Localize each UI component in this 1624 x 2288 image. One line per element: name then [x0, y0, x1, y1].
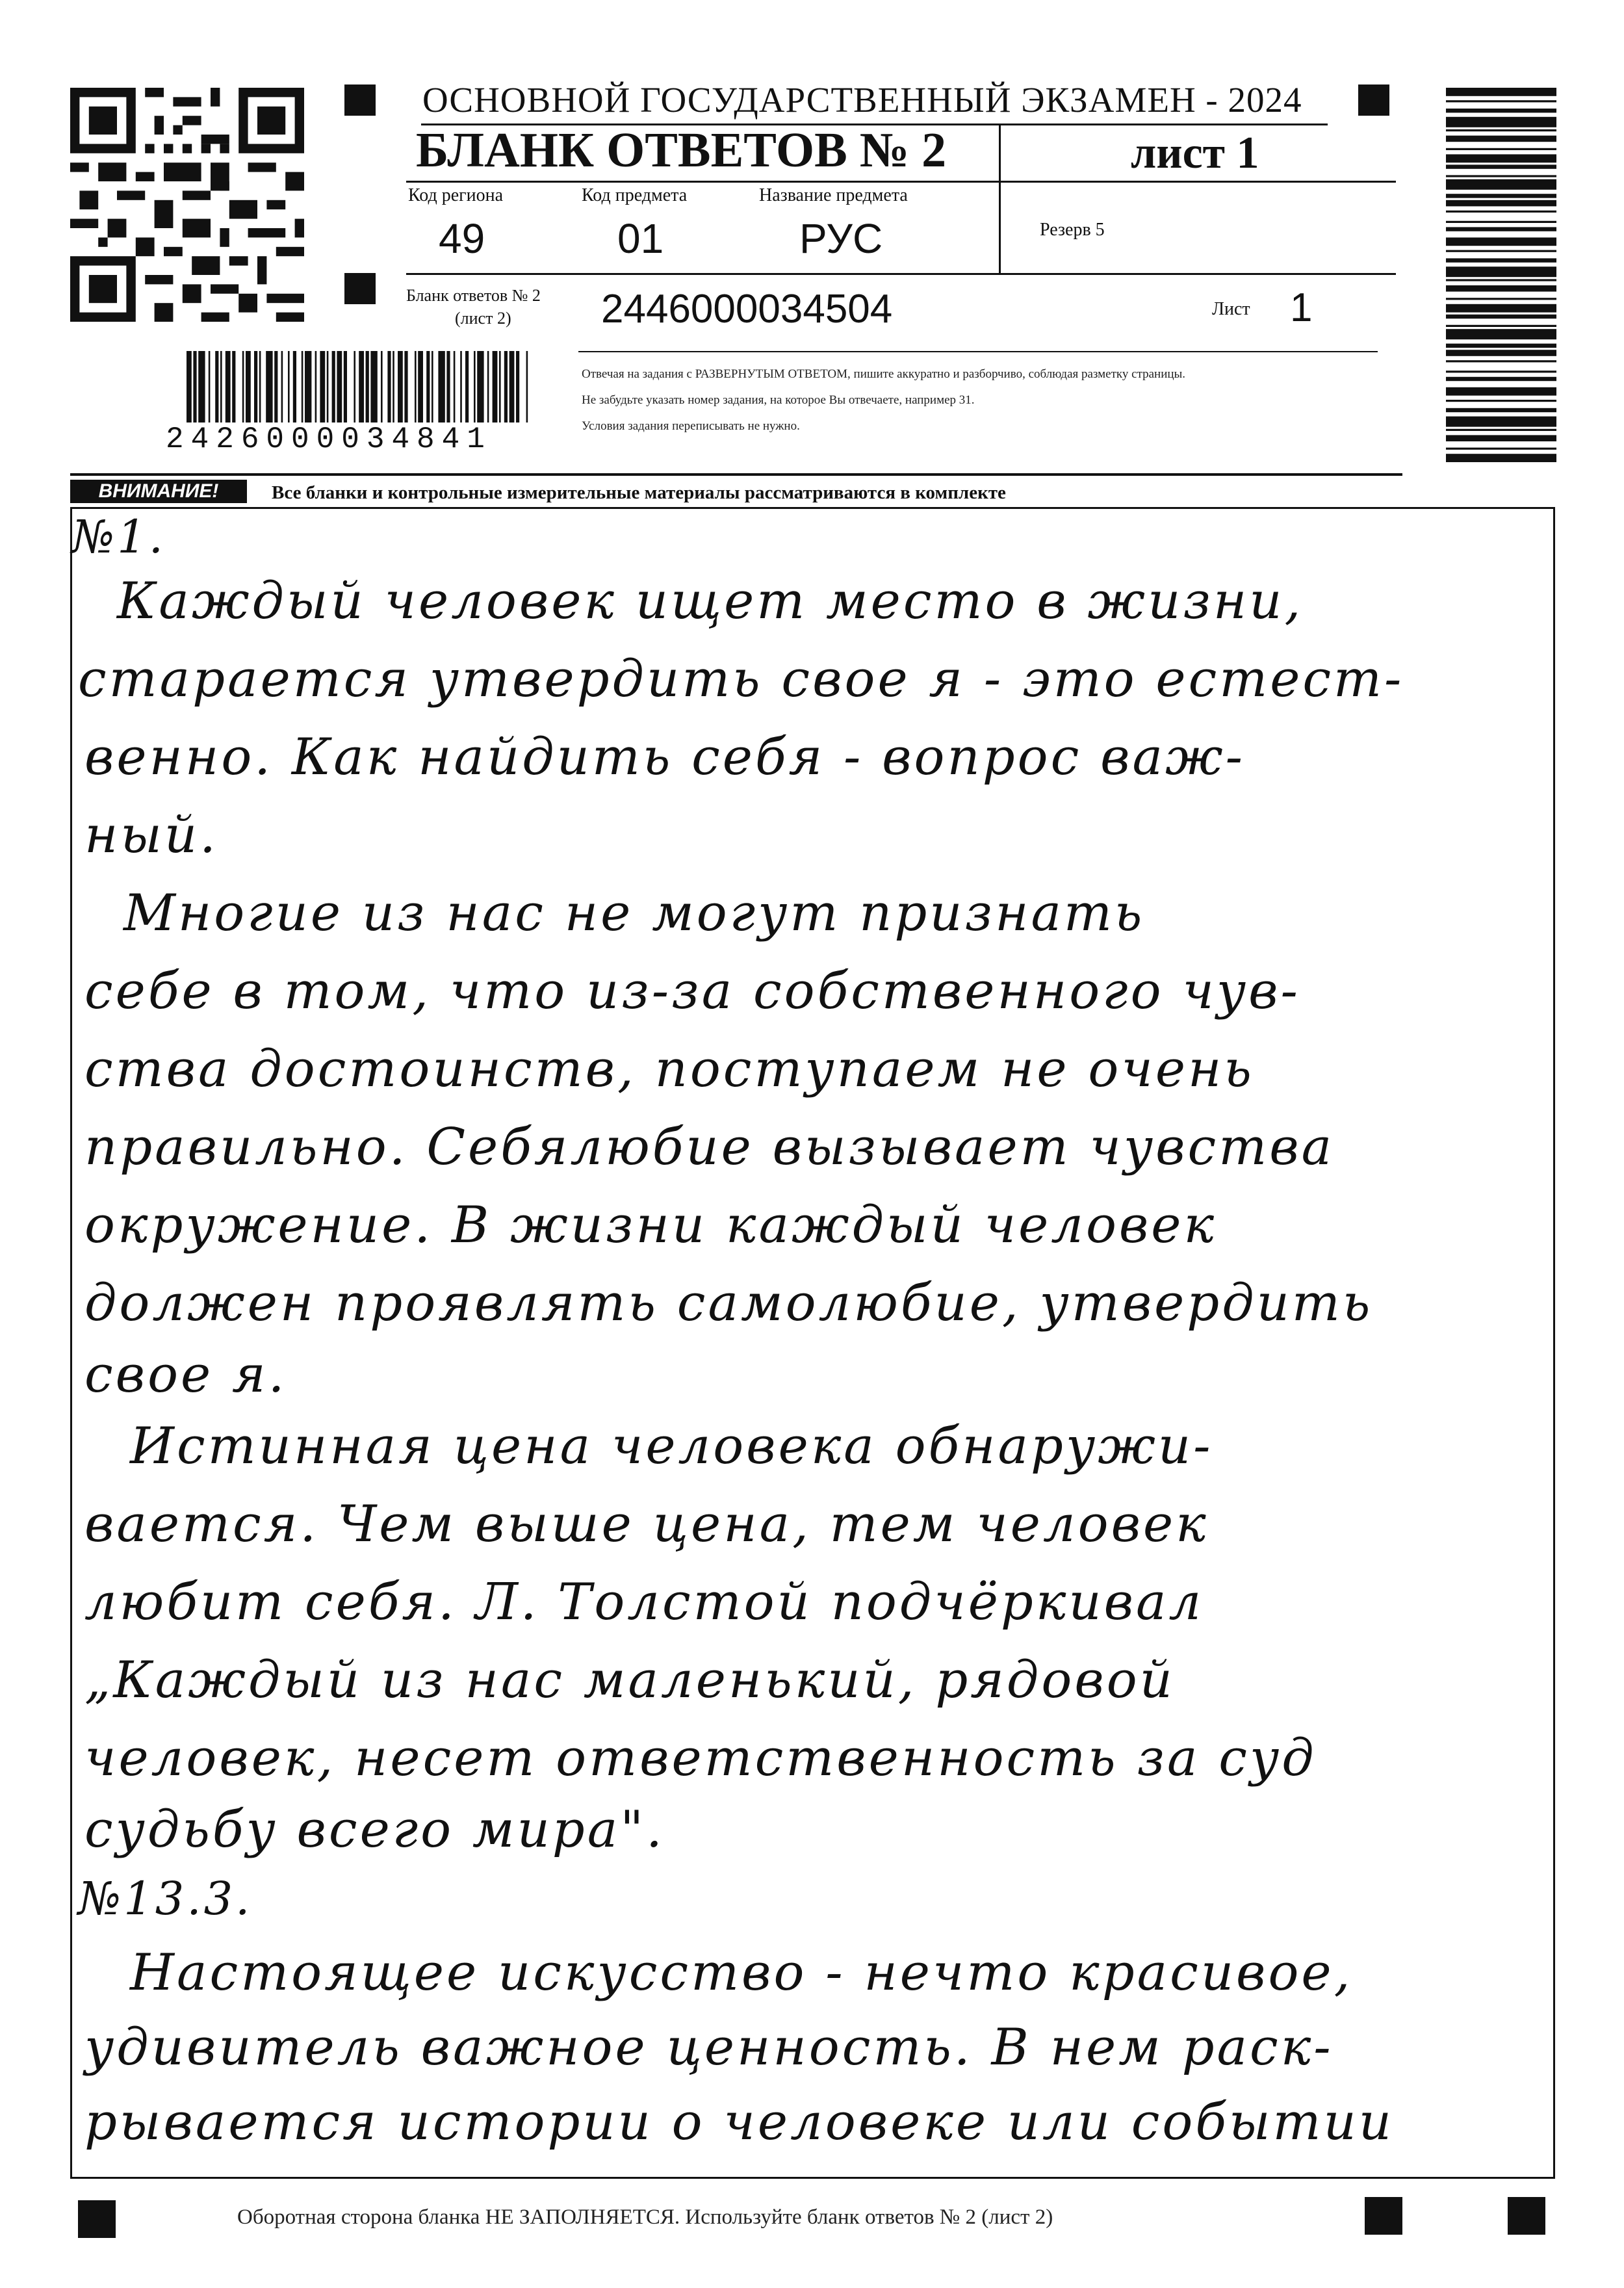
answer-line: свое я. [84, 1346, 287, 1404]
instruction-line-1: Отвечая на задания с РАЗВЕРНУТЫМ ОТВЕТОМ, пишите аккуратно и разборчиво, соблюдая разметку страницы. [582, 367, 1186, 381]
answer-line: себе в том, что из-за собственного чув- [84, 962, 1300, 1020]
answer-line: ный. [84, 806, 218, 864]
answer-line: судьбу всего мира". [84, 1800, 665, 1859]
answer-line: человек, несет ответственность за суд [84, 1729, 1317, 1788]
registration-mark-top-right [1358, 84, 1389, 116]
answer-line: должен проявлять самолюбие, утвердить [84, 1274, 1373, 1332]
answer-line: венно. Как найдить себя - вопрос важ- [84, 728, 1246, 786]
sheet-number-value: 1 [1290, 285, 1313, 330]
answer-line: удивитель важное ценность. В нем раск- [84, 2018, 1334, 2077]
region-code-label: Код региона [408, 185, 504, 205]
form2-number: 2446000034504 [601, 287, 893, 332]
sheet-label: лист 1 [1131, 128, 1259, 178]
registration-mark-bottom-left [78, 2200, 116, 2238]
answer-line: Настоящее искусство - нечто красивое, [130, 1944, 1353, 2002]
answer-line: ства достоинств, поступаем не очень [84, 1040, 1254, 1098]
registration-mark-mid-left [344, 273, 376, 304]
footer-note: Оборотная сторона бланка НЕ ЗАПОЛНЯЕТСЯ. Используйте бланк ответов № 2 (лист 2) [237, 2205, 1053, 2229]
form2-sub: (лист 2) [455, 309, 511, 328]
barcode-number: 2426000034841 [166, 422, 492, 456]
instruction-line-2: Не забудьте указать номер задания, на которое Вы отвечаете, например 31. [582, 393, 975, 407]
answer-line: вается. Чем выше цена, тем человек [84, 1495, 1209, 1554]
answer-line: рывается истории о человеке или событии [84, 2093, 1394, 2152]
sheet-number-label: Лист [1212, 299, 1250, 319]
answer-line: №1. [71, 510, 166, 564]
vertical-barcode [1446, 88, 1556, 465]
answer-line: №13.3. [78, 1872, 253, 1925]
registration-mark-bottom-mid [1365, 2197, 1402, 2235]
registration-mark-top-left [344, 84, 376, 116]
instruction-line-3: Условия задания переписывать не нужно. [582, 419, 800, 433]
answer-line: Истинная цена человека обнаружи- [130, 1417, 1213, 1476]
barcode [185, 351, 536, 422]
answer-line: окружение. В жизни каждый человек [84, 1196, 1217, 1254]
answer-line: „Каждый из нас маленький, рядовой [84, 1651, 1175, 1710]
form-title: БЛАНК ОТВЕТОВ № 2 [416, 123, 947, 177]
region-code-value: 49 [439, 215, 485, 262]
warning-text: Все бланки и контрольные измерительные материалы рассматриваются в комплекте [272, 482, 1006, 503]
answer-line: правильно. Себялюбие вызывает чувства [84, 1118, 1335, 1176]
form2-label: Бланк ответов № 2 [406, 286, 541, 305]
subject-name-label: Название предмета [759, 185, 908, 205]
warning-badge: ВНИМАНИЕ! [70, 480, 247, 503]
qr-code [70, 88, 304, 322]
subject-code-value: 01 [617, 215, 664, 262]
subject-name-value: РУС [799, 215, 883, 262]
answer-line: любит себя. Л. Толстой подчёркивал [84, 1573, 1204, 1632]
answer-line: старается утвердить свое я - это естест- [78, 650, 1404, 708]
answer-line: Многие из нас не могут признать [123, 884, 1145, 942]
answer-line: Каждый человек ищет место в жизни, [117, 572, 1304, 630]
reserve-label: Резерв 5 [1040, 220, 1105, 240]
exam-title: ОСНОВНОЙ ГОСУДАРСТВЕННЫЙ ЭКЗАМЕН - 2024 [422, 80, 1302, 120]
subject-code-label: Код предмета [582, 185, 688, 205]
registration-mark-bottom-right [1508, 2197, 1545, 2235]
